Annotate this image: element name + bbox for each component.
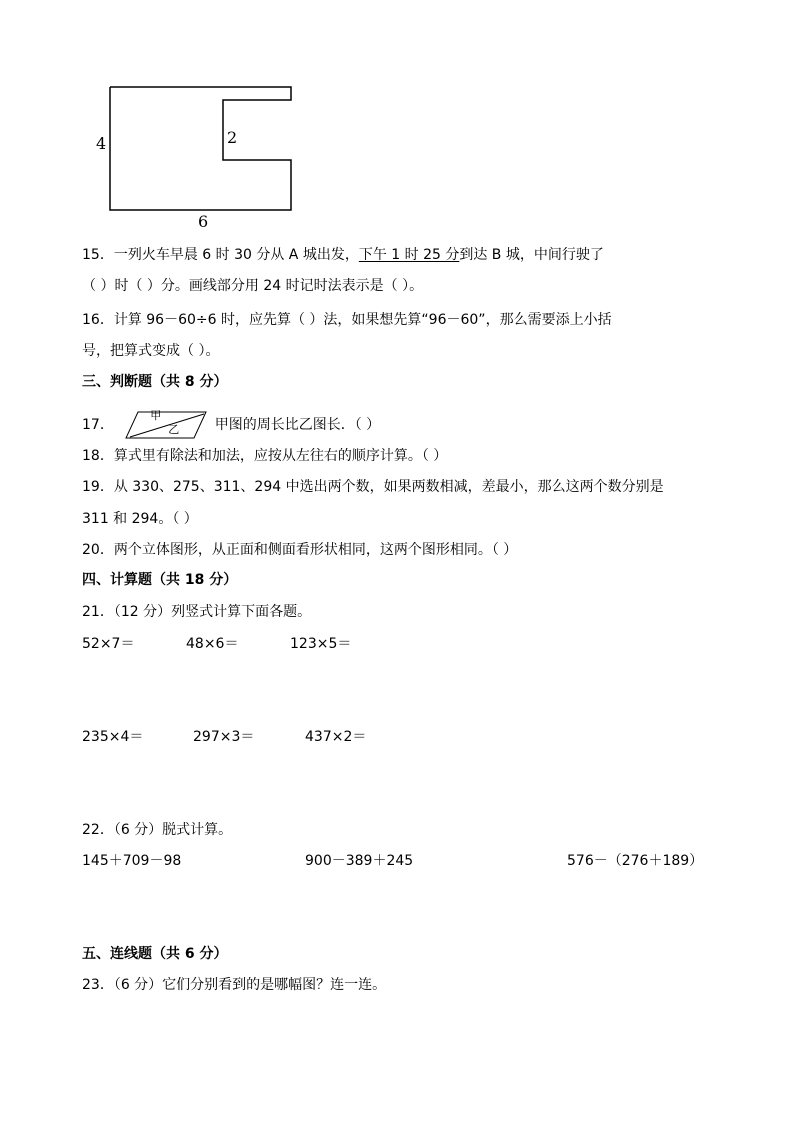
shape-label-top: 甲 [150,409,162,422]
section-4-heading: 四、计算题（共 18 分） [82,572,238,588]
calc-item: 123×5＝ [290,636,352,652]
figure-label-bottom: 6 [198,212,209,231]
expression-item: 900－389＋245 [305,853,414,869]
figure-label-inner: 2 [227,128,238,147]
calc-item: 52×7＝ [82,636,135,652]
shape-label-bottom: 乙 [168,423,180,436]
q15-text-a: 15．一列火车早晨 6 时 30 分从 A 城出发， [82,247,359,263]
section-5-heading: 五、连线题（共 6 分） [82,946,228,962]
calc-item: 297×3＝ [193,729,255,745]
q17-number: 17． [82,417,114,433]
question-21-title: 21．（12 分）列竖式计算下面各题。 [82,604,312,620]
question-19-line-2: 311 和 294。（ ） [82,511,198,527]
question-20: 20．两个立体图形，从正面和侧面看形状相同，这两个图形相同。（ ） [82,542,518,558]
question-17 [82,410,380,440]
l-shape-polygon [90,78,310,228]
question-16-line-2: 号，把算式变成（ ）。 [82,343,220,359]
question-23: 23．（6 分）它们分别看到的是哪幅图？连一连。 [82,977,387,993]
section-3-heading: 三、判断题（共 8 分） [82,374,228,390]
figure-label-left: 4 [96,134,107,153]
calc-item: 235×4＝ [82,729,144,745]
question-22-title: 22．（6 分）脱式计算。 [82,822,233,838]
parallelogram-figure [124,410,208,440]
question-19-line-1: 19．从 330、275、311、294 中选出两个数，如果两数相减，差最小，那么这两个数分别是 [82,479,664,495]
expression-item: 145＋709－98 [82,853,182,869]
calc-item: 437×2＝ [305,729,367,745]
q15-underlined-time: 下午 1 时 25 分 [358,247,460,263]
q15-text-b: 到达 B 城，中间行驶了 [459,247,604,263]
calc-item: 48×6＝ [186,636,239,652]
question-18: 18．算式里有除法和加法，应按从左往右的顺序计算。（ ） [82,448,448,464]
q17-text: 甲图的周长比乙图长．（ ） [214,417,381,433]
question-16-line-1: 16．计算 96－60÷6 时，应先算（ ）法，如果想先算“96－60”，那么需要添上小括 [82,312,612,328]
geometry-figure [90,78,310,228]
expression-item: 576－（276＋189） [567,853,704,869]
question-15-line-2: （ ）时（ ）分。画线部分用 24 时记时法表示是（ ）。 [82,278,424,294]
question-15-line-1 [82,246,604,264]
